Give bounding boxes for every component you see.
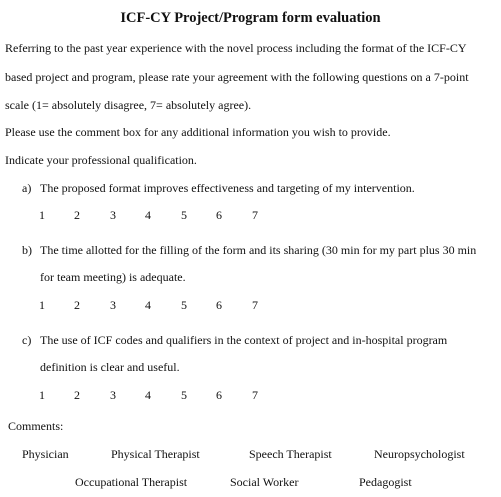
comment-instruction: Please use the comment box for any additional information you wish to provide. [5, 125, 391, 139]
qualification-physical-therapist[interactable]: Physical Therapist [111, 447, 200, 461]
scale-option-3[interactable]: 3 [110, 388, 116, 402]
scale-option-3[interactable]: 3 [110, 298, 116, 312]
qualification-neuropsychologist[interactable]: Neuropsychologist [374, 447, 465, 461]
scale-option-1[interactable]: 1 [39, 298, 45, 312]
scale-option-2[interactable]: 2 [74, 298, 80, 312]
question-c-text: definition is clear and useful. [40, 360, 180, 374]
form-title: ICF-CY Project/Program form evaluation [120, 10, 381, 26]
qualification-occupational-therapist[interactable]: Occupational Therapist [75, 475, 188, 489]
scale-option-5[interactable]: 5 [181, 388, 187, 402]
scale-option-4[interactable]: 4 [145, 298, 151, 312]
intro-line: scale (1= absolutely disagree, 7= absolutely agree). [5, 98, 252, 112]
intro-line: based project and program, please rate your agreement with the following questions on a 7-point [5, 70, 469, 84]
scale-option-7[interactable]: 7 [252, 208, 258, 222]
intro-line: Referring to the past year experience with the novel process including the format of the ICF-CY [5, 41, 467, 55]
scale-option-1[interactable]: 1 [39, 388, 45, 402]
scale-option-4[interactable]: 4 [145, 208, 151, 222]
qualification-pedagogist[interactable]: Pedagogist [359, 475, 412, 489]
qualification-physician[interactable]: Physician [22, 447, 69, 461]
question-a-label: a) [22, 181, 32, 195]
scale-option-5[interactable]: 5 [181, 298, 187, 312]
scale-option-5[interactable]: 5 [181, 208, 187, 222]
question-b-text: for team meeting) is adequate. [40, 270, 186, 284]
qualification-instruction: Indicate your professional qualification. [5, 153, 197, 167]
question-b-label: b) [22, 243, 32, 257]
scale-option-2[interactable]: 2 [74, 388, 80, 402]
question-c-label: c) [22, 333, 32, 347]
scale-option-6[interactable]: 6 [216, 388, 222, 402]
question-b-text: The time allotted for the filling of the form and its sharing (30 min for my part plus 30 min [40, 243, 477, 257]
scale-option-3[interactable]: 3 [110, 208, 116, 222]
scale-option-1[interactable]: 1 [39, 208, 45, 222]
scale-option-6[interactable]: 6 [216, 208, 222, 222]
question-c-text: The use of ICF codes and qualifiers in the context of project and in-hospital program [40, 333, 448, 347]
qualification-social-worker[interactable]: Social Worker [230, 475, 299, 489]
scale-option-7[interactable]: 7 [252, 388, 258, 402]
scale-option-7[interactable]: 7 [252, 298, 258, 312]
scale-option-2[interactable]: 2 [74, 208, 80, 222]
scale-option-6[interactable]: 6 [216, 298, 222, 312]
comments-label: Comments: [8, 419, 64, 433]
scale-option-4[interactable]: 4 [145, 388, 151, 402]
question-a-text: The proposed format improves effectiveness and targeting of my intervention. [40, 181, 415, 195]
qualification-speech-therapist[interactable]: Speech Therapist [249, 447, 332, 461]
